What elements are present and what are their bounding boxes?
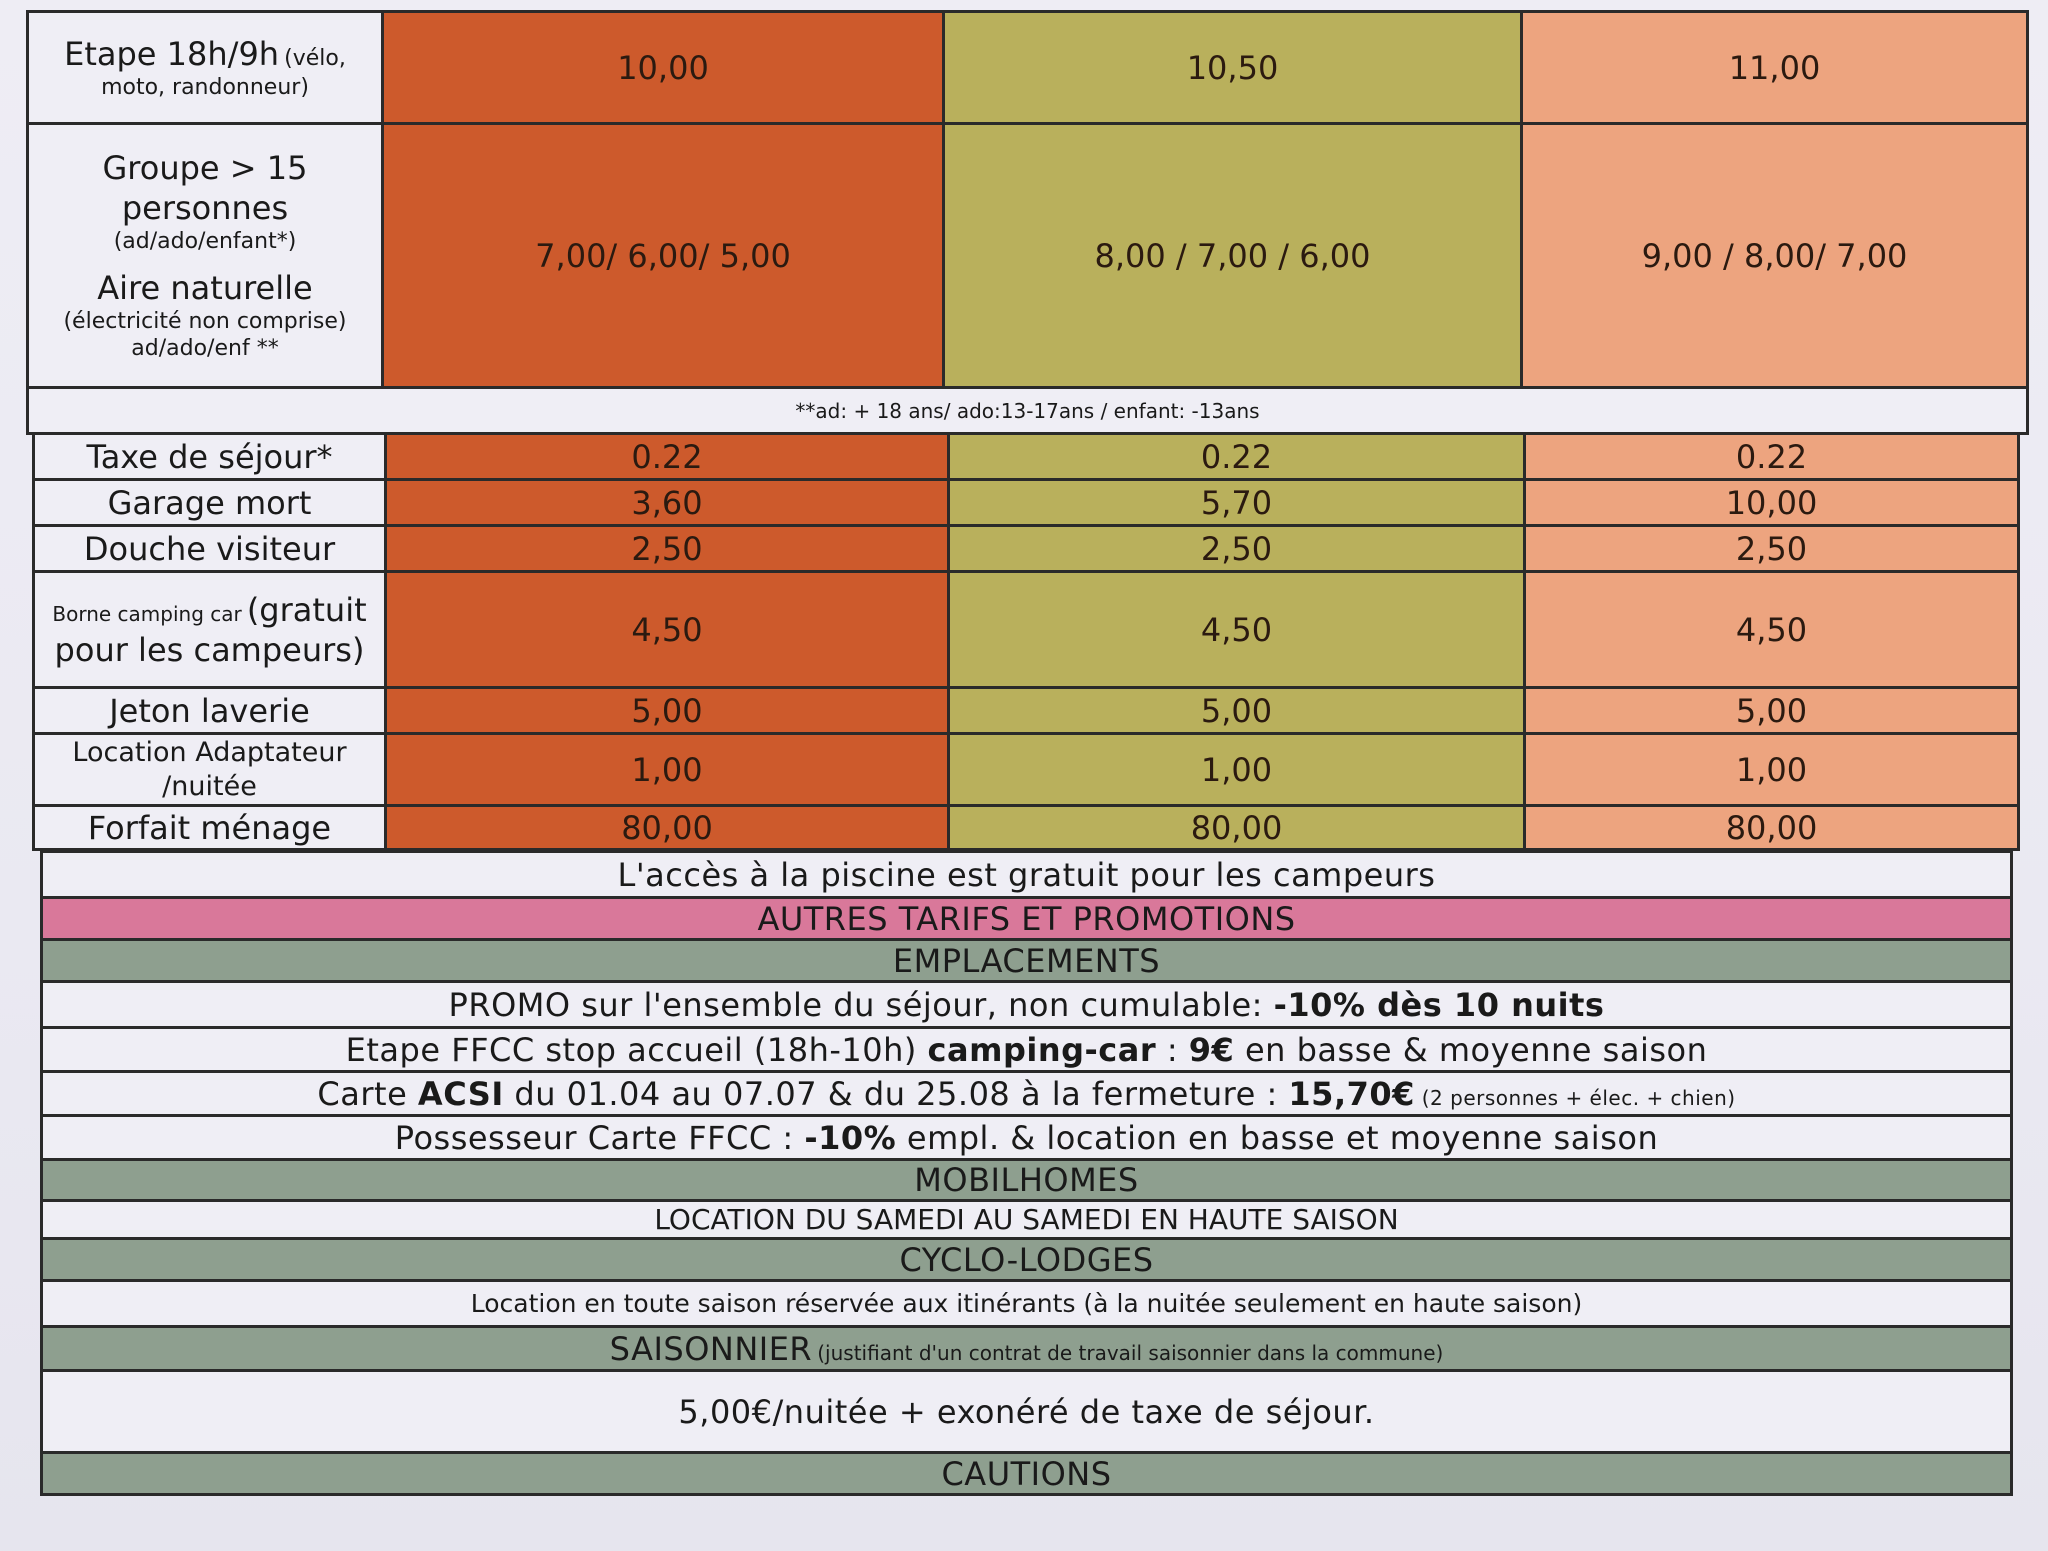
price-low-season: 1,00: [386, 734, 949, 806]
price-low-season: 10,00: [383, 12, 944, 124]
mobilhomes-text: LOCATION DU SAMEDI AU SAMEDI EN HAUTE SAISON: [42, 1201, 2012, 1239]
price-mid-season: 0.22: [949, 434, 1525, 480]
label-line: pour les campeurs): [54, 630, 365, 669]
cautions-header: CAUTIONS: [42, 1453, 2012, 1495]
table-row: [34, 688, 2019, 734]
table-row: [34, 734, 2019, 806]
label-line: Groupe > 15: [102, 149, 308, 188]
price-mid-season: 80,00: [949, 806, 1525, 850]
text-part: :: [1156, 1030, 1189, 1069]
pool-note: L'accès à la piscine est gratuit pour les campeurs: [42, 852, 2012, 898]
row-label-etape: [28, 12, 383, 124]
price-high-season: 80,00: [1525, 806, 2019, 850]
other-rates-header: AUTRES TARIFS ET PROMOTIONS: [42, 898, 2012, 940]
table-row: [34, 434, 2019, 480]
header-small: (justifiant d'un contrat de travail saisonnier dans la commune): [817, 1340, 1444, 1365]
price-mid-season: 10,50: [944, 12, 1522, 124]
price-mid-season: 5,00: [949, 688, 1525, 734]
price-high-season: 4,50: [1525, 572, 2019, 688]
text-bold: -10% dès 10 nuits: [1273, 985, 1605, 1024]
text-bold: 9€: [1188, 1030, 1235, 1069]
price-low-season: 2,50: [386, 526, 949, 572]
table-row: [34, 572, 2019, 688]
row-label-taxe: Taxe de séjour*: [34, 434, 386, 480]
text-bold: 15,70€: [1288, 1074, 1415, 1113]
row-label-douche: Douche visiteur: [34, 526, 386, 572]
extras-table: [32, 432, 2020, 851]
price-mid-season: 1,00: [949, 734, 1525, 806]
row-label-adaptateur: [34, 734, 386, 806]
text-part: Etape FFCC stop accueil (18h-10h): [345, 1030, 928, 1069]
price-mid-season: 5,70: [949, 480, 1525, 526]
table-row: [34, 480, 2019, 526]
table-row: [28, 124, 2028, 388]
label-line: ad/ado/enf **: [131, 336, 279, 362]
text-small: (2 personnes + élec. + chien): [1414, 1085, 1736, 1110]
acsi-line: [42, 1072, 2012, 1116]
price-table: [26, 10, 2029, 435]
label-line: (électricité non comprise): [63, 308, 347, 334]
price-low-season: 5,00: [386, 688, 949, 734]
cyclo-header: CYCLO-LODGES: [42, 1239, 2012, 1281]
price-high-season: 11,00: [1522, 12, 2028, 124]
label-rest: (gratuit: [246, 590, 367, 629]
emplacements-header: EMPLACEMENTS: [42, 940, 2012, 982]
price-low-season: 4,50: [386, 572, 949, 688]
table-row: [34, 806, 2019, 850]
label-line: (ad/ado/enfant*): [113, 229, 297, 255]
mobilhomes-header: MOBILHOMES: [42, 1160, 2012, 1201]
text-part: Possesseur Carte FFCC :: [394, 1118, 805, 1157]
price-low-season: 0.22: [386, 434, 949, 480]
label-small: (vélo, moto, randonneur): [101, 45, 346, 100]
price-high-season: 0.22: [1525, 434, 2019, 480]
price-high-season: 1,00: [1525, 734, 2019, 806]
price-mid-season: 2,50: [949, 526, 1525, 572]
price-high-season: 10,00: [1525, 480, 2019, 526]
table-row: [34, 526, 2019, 572]
label-main: Etape 18h/9h: [64, 34, 280, 73]
age-note: **ad: + 18 ans/ ado:13-17ans / enfant: -13ans: [28, 388, 2028, 434]
text-bold: camping-car: [927, 1030, 1157, 1069]
price-low-season: 7,00/ 6,00/ 5,00: [383, 124, 944, 388]
label-line: personnes: [121, 189, 289, 228]
row-label-menage: Forfait ménage: [34, 806, 386, 850]
text-part: du 01.04 au 07.07 & du 25.08 à la fermeture :: [503, 1074, 1289, 1113]
row-label-jeton: Jeton laverie: [34, 688, 386, 734]
price-high-season: 5,00: [1525, 688, 2019, 734]
label-line: /nuitée: [162, 770, 257, 802]
saisonnier-header: [42, 1327, 2012, 1371]
saisonnier-text: 5,00€/nuitée + exonéré de taxe de séjour.: [42, 1371, 2012, 1453]
promotions-table: [40, 850, 2013, 1496]
row-label-garage: Garage mort: [34, 480, 386, 526]
price-high-season: 9,00 / 8,00/ 7,00: [1522, 124, 2028, 388]
ffcc-card-line: [42, 1116, 2012, 1160]
table-row: [28, 388, 2028, 434]
text-part: empl. & location en basse et moyenne saison: [896, 1118, 1659, 1157]
promo-line: [42, 982, 2012, 1028]
label-line: Location Adaptateur: [72, 736, 347, 768]
text-part: Carte: [317, 1074, 418, 1113]
price-low-season: 80,00: [386, 806, 949, 850]
label-small: Borne camping car: [52, 601, 242, 626]
text-bold: ACSI: [417, 1074, 504, 1113]
ffcc-stop-line: [42, 1028, 2012, 1072]
row-label-groupe: [28, 124, 383, 388]
price-mid-season: 8,00 / 7,00 / 6,00: [944, 124, 1522, 388]
price-low-season: 3,60: [386, 480, 949, 526]
table-row: [28, 12, 2028, 124]
price-mid-season: 4,50: [949, 572, 1525, 688]
cyclo-text: Location en toute saison réservée aux itinérants (à la nuitée seulement en haute saison): [42, 1281, 2012, 1327]
row-label-borne: [34, 572, 386, 688]
label-line: Aire naturelle: [97, 268, 313, 307]
text-part: PROMO sur l'ensemble du séjour, non cumulable:: [448, 985, 1274, 1024]
price-high-season: 2,50: [1525, 526, 2019, 572]
text-bold: -10%: [804, 1118, 897, 1157]
header-text: SAISONNIER: [609, 1329, 813, 1368]
text-part: en basse & moyenne saison: [1234, 1030, 1708, 1069]
